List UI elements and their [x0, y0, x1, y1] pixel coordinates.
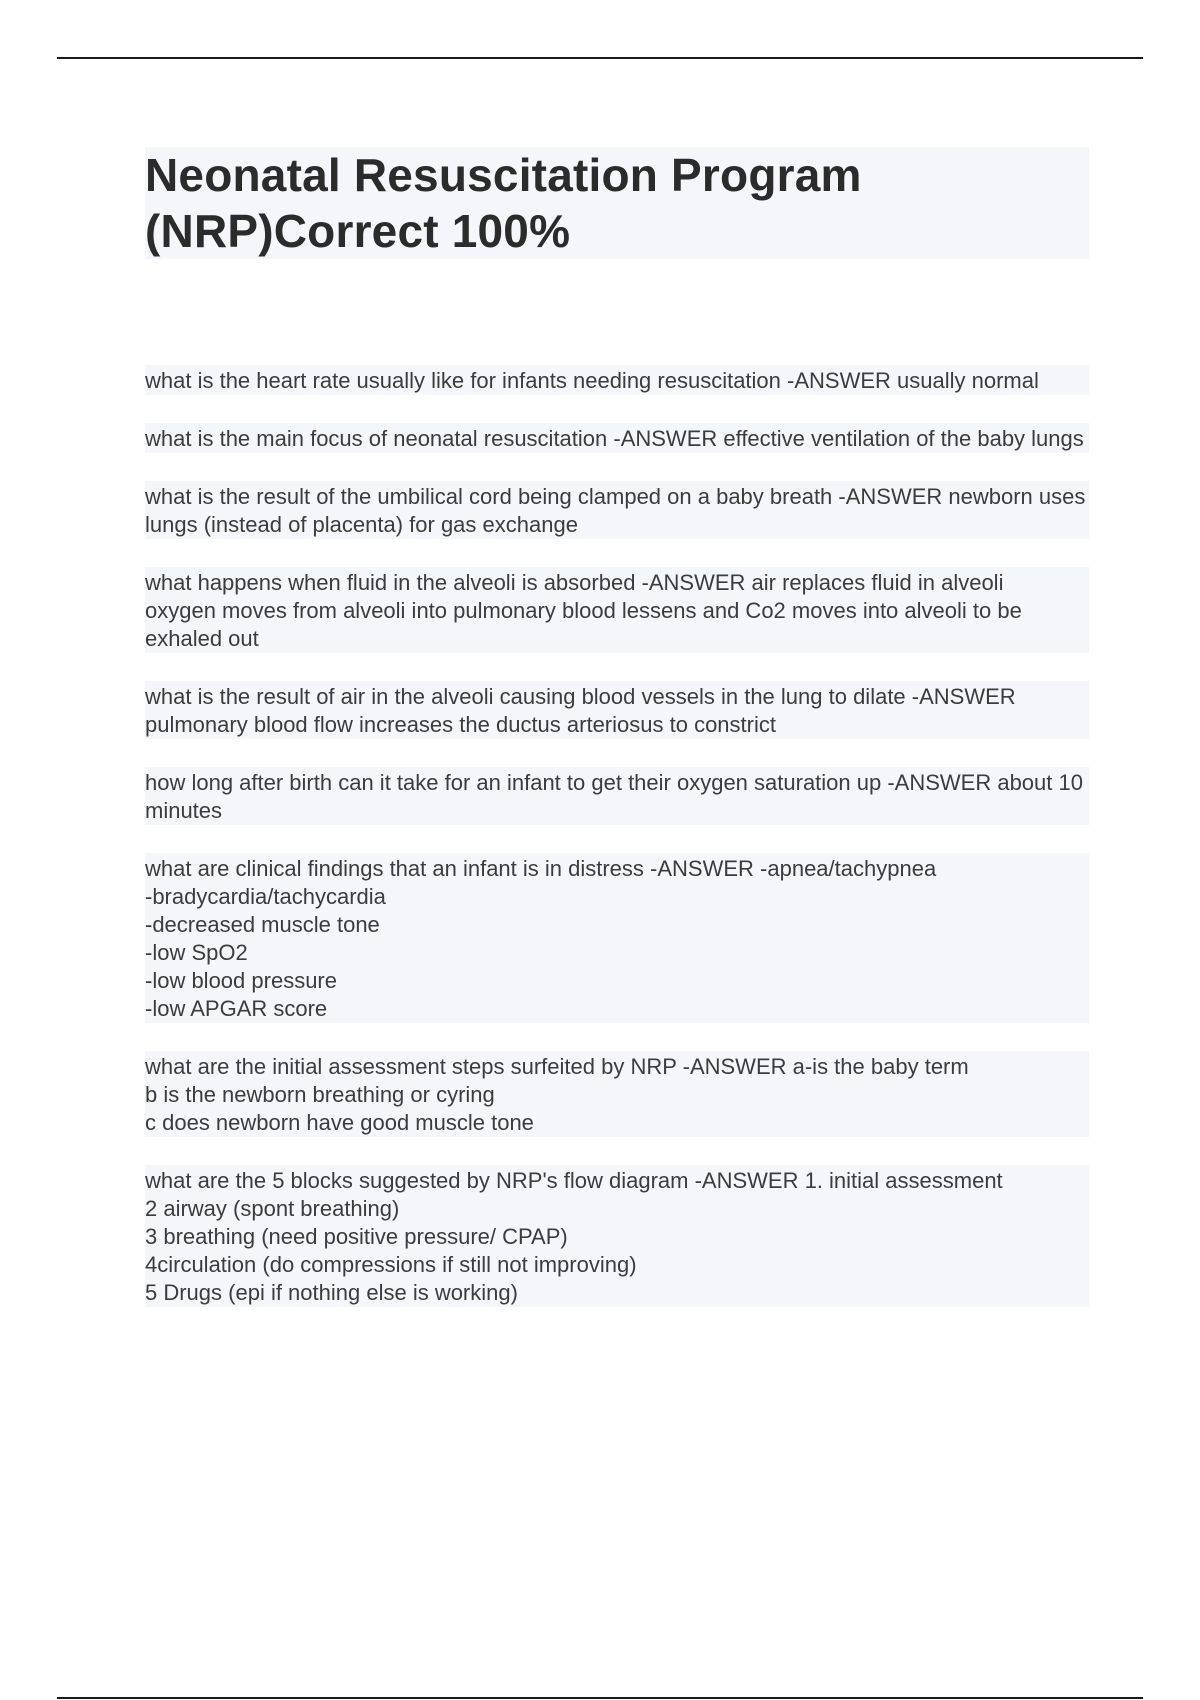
title-block	[145, 147, 1089, 259]
qa-item: what is the result of air in the alveoli causing blood vessels in the lung to dilate -ANSWER pulmonary blood flow increases the ductus arteriosus to constrict	[145, 681, 1089, 739]
header-rule	[57, 57, 1143, 59]
qa-item: how long after birth can it take for an infant to get their oxygen saturation up -ANSWER about 10 minutes	[145, 767, 1089, 825]
footer-rule	[57, 1697, 1143, 1699]
qa-item: what are the 5 blocks suggested by NRP's flow diagram -ANSWER 1. initial assessment 2 airway (spont breathing) 3 breathing (need positive pressure/ CPAP) 4circulation (do compressions if still not improving) 5 Drugs (epi if nothing else is working)	[145, 1165, 1089, 1307]
qa-item: what is the result of the umbilical cord being clamped on a baby breath -ANSWER newborn uses lungs (instead of placenta) for gas exchange	[145, 481, 1089, 539]
document-title: Neonatal Resuscitation Program (NRP)Correct 100%	[145, 149, 862, 257]
qa-item: what are clinical findings that an infant is in distress -ANSWER -apnea/tachypnea -bradycardia/tachycardia -decreased muscle tone -low SpO2 -low blood pressure -low APGAR score	[145, 853, 1089, 1023]
qa-list	[145, 365, 1089, 1335]
qa-item: what happens when fluid in the alveoli is absorbed -ANSWER air replaces fluid in alveoli oxygen moves from alveoli into pulmonary blood lessens and Co2 moves into alveoli to be exhaled out	[145, 567, 1089, 653]
qa-item: what is the heart rate usually like for infants needing resuscitation -ANSWER usually normal	[145, 365, 1089, 395]
qa-item: what is the main focus of neonatal resuscitation -ANSWER effective ventilation of the baby lungs	[145, 423, 1089, 453]
qa-item: what are the initial assessment steps surfeited by NRP -ANSWER a-is the baby term b is the newborn breathing or cyring c does newborn have good muscle tone	[145, 1051, 1089, 1137]
